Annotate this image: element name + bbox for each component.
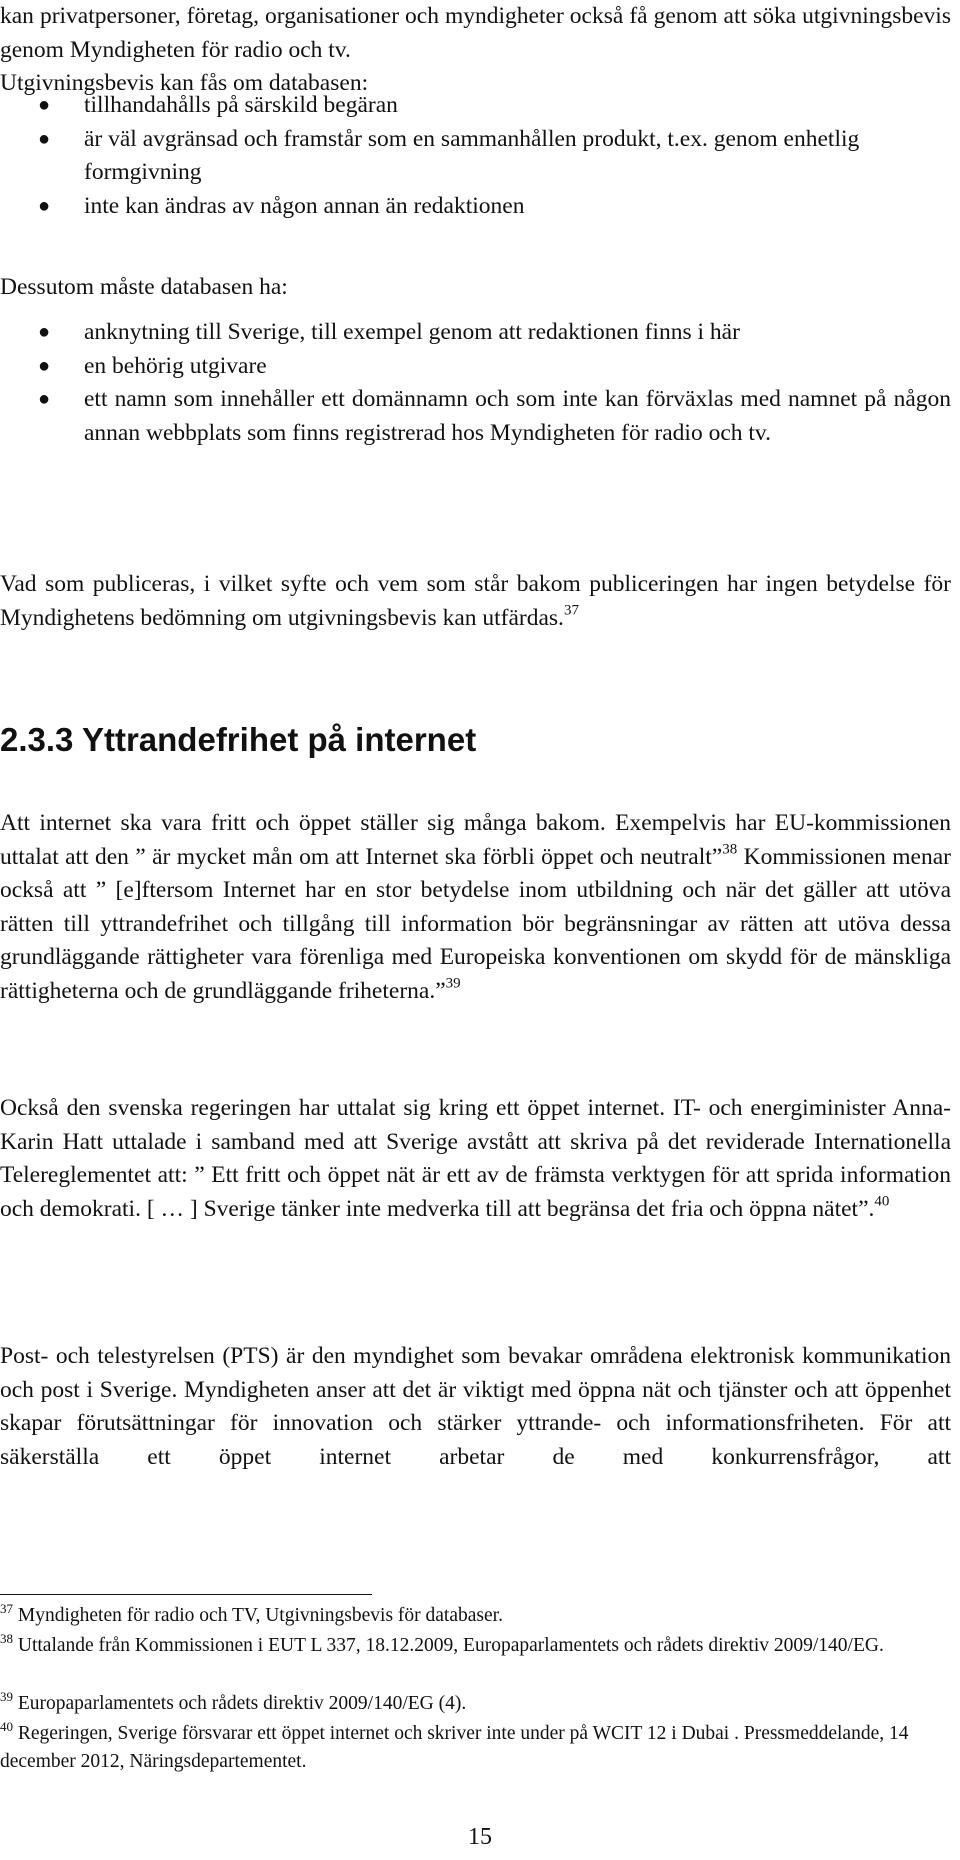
footnote-ref: 40 (874, 1193, 890, 1209)
bullet-icon: ● (38, 354, 51, 377)
bullet-icon: ● (38, 321, 51, 343)
list-item: ● en behörig utgivare (0, 350, 951, 384)
footnote: $^{37}$ Myndigheten för radio och TV, Utgivningsbevis för databaser. (0, 1601, 503, 1626)
intro-text: kan privatpersoner, företag, organisationer och myndigheter också få genom att söka utgivningsbevis genom Myndigheten för radio och tv. (0, 3, 951, 63)
criteria-list (0, 89, 951, 223)
section-heading: 2.3.3 Yttrandefrihet på internet (0, 721, 477, 758)
page-number: 15 (468, 1824, 492, 1850)
paragraph-publicering: Vad som publiceras, i vilket syfte och vem som står bakom publiceringen har ingen betydelse för Myndighetens bedömning om utgivningsbevis kan utfärdas.$^{37}$ (0, 571, 951, 631)
footnote-ref: 37 (563, 602, 579, 618)
requirements-list (0, 316, 951, 450)
list-item: ● tillhandahålls på särskild begäran (0, 89, 951, 123)
footnote: $^{40}$ Regeringen, Sverige försvarar ett öppet internet och skriver inte under på WCIT 12 i Dubai . Pressmeddelande, 14 december 2012, Näringsdepartementet. (0, 1719, 909, 1772)
bullet-icon: ● (38, 388, 51, 410)
list-item: ● anknytning till Sverige, till exempel genom att redaktionen finns i här (0, 316, 951, 350)
bullet-icon: ● (38, 194, 51, 217)
list2-intro: Dessutom måste databasen ha: (0, 274, 288, 300)
footnote: $^{38}$ Uttalande från Kommissionen i EUT L 337, 18.12.2009, Europaparlamentets och rådets direktiv 2009/140/EG. (0, 1631, 884, 1656)
paragraph-pts: Post- och telestyrelsen (PTS) är den myndighet som bevakar områdena elektronisk kommunikation och post i Sverige. Myndigheten anser att det är viktigt med öppna nät och tjänster och att öppenhet skapar förutsättningar för innovation och stärker yttrande- och informationsfriheten. För att säkerställa ett öppet internet arbetar de med konkurrensfrågor, att (0, 1343, 951, 1470)
intro-paragraph (0, 0, 951, 101)
footnote-ref: 38 (722, 841, 738, 857)
paragraph-internet: Att internet ska vara fritt och öppet ställer sig många bakom. Exempelvis har EU-kommissionen uttalat att den ” är mycket mån om att Internet ska förbli öppet och neutralt”$^{38}$ Kommissionen menar också att ” [e]ftersom Internet har en stor betydelse inom utbildning och när det gäller att utöva rätten till yttrandefrihet och tillgång till information bör begränsningar av rätten att utöva dessa grundläggande rättigheter vara förenliga med Europeiska konventionen om skydd för de mänskliga rättigheterna och de grundläggande friheterna.”$^{39}$ (0, 810, 951, 1004)
footnote-separator (0, 1594, 372, 1595)
list-item: ● ett namn som innehåller ett domännamn och som inte kan förväxlas med namnet på någon annan webbplats som finns registrerad hos Myndigheten för radio och tv. (0, 383, 951, 450)
list-item: ● inte kan ändras av någon annan än redaktionen (0, 190, 951, 224)
bullet-icon: ● (38, 94, 51, 116)
paragraph-regeringen: Också den svenska regeringen har uttalat sig kring ett öppet internet. IT- och energiminister Anna-Karin Hatt uttalade i samband med att Sverige avstått att skriva på det reviderade Internationella Telereglementet att: ” Ett fritt och öppet nät är ett av de främsta verktygen för att sprida information och demokrati. [ … ] Sverige tänker inte medverka till att begränsa det fria och öppna nätet”.$^{40}$ (0, 1095, 951, 1222)
list-item: ● är väl avgränsad och framstår som en sammanhållen produkt, t.ex. genom enhetlig formgivning (0, 123, 864, 190)
bullet-icon: ● (38, 127, 51, 150)
footnote-ref: 39 (445, 975, 461, 991)
intro-lead: Utgivningsbevis kan fås om databasen: (0, 70, 369, 96)
footnote: $^{39}$ Europaparlamentets och rådets direktiv 2009/140/EG (4). (0, 1689, 467, 1714)
